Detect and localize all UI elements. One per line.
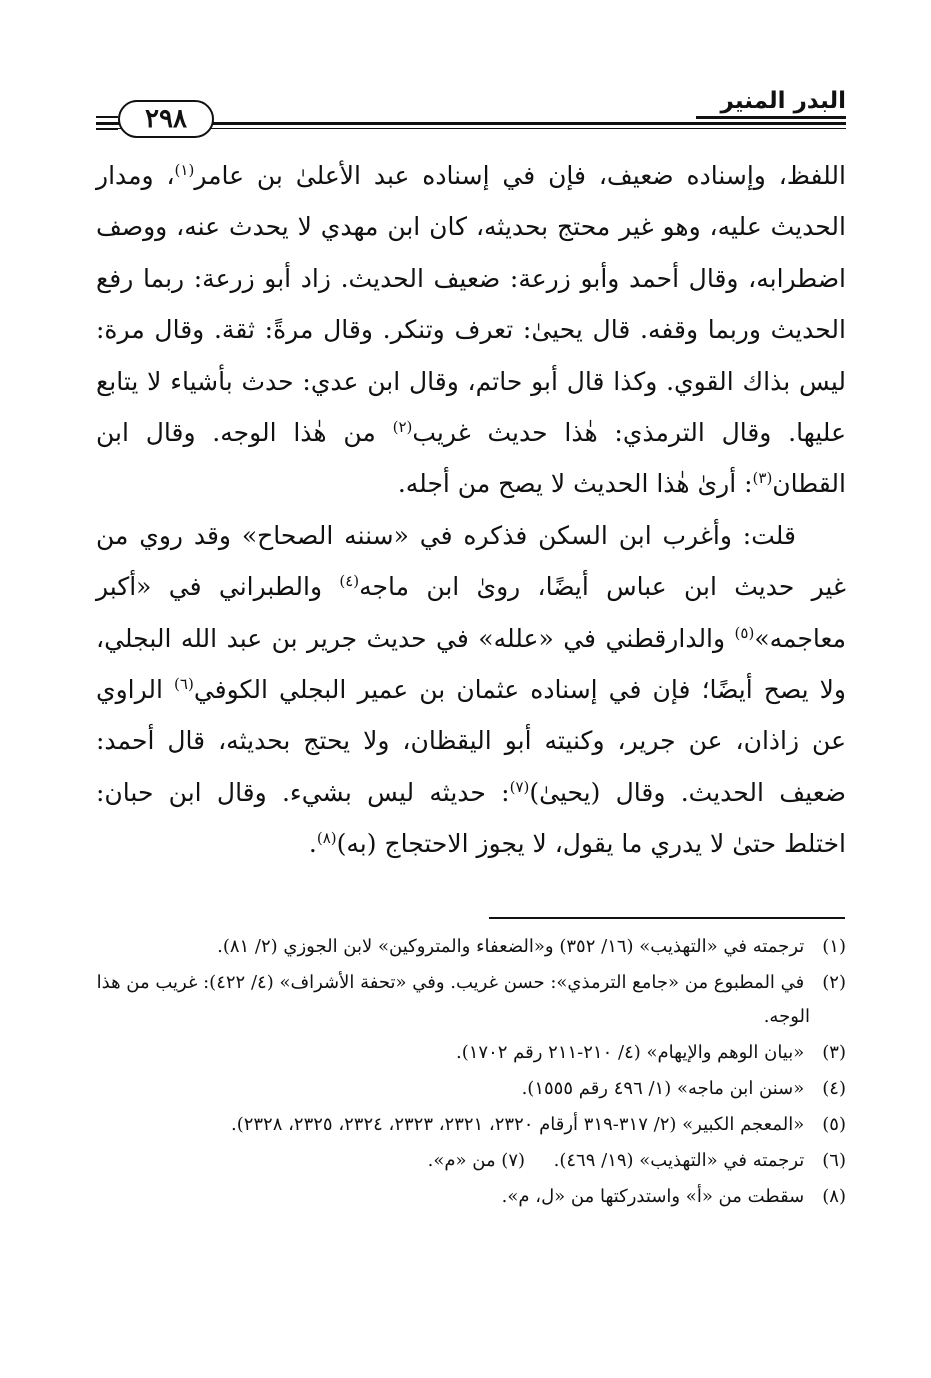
footnote-number: (٢) — [822, 972, 846, 993]
footnote-number: (٤) — [822, 1078, 846, 1099]
footnote-ref-1[interactable]: (١) — [174, 161, 195, 179]
text-run: . — [308, 829, 317, 859]
footnote-number: (٥) — [822, 1114, 846, 1135]
footnote-text: ترجمته في «التهذيب» (١٦/ ٣٥٢) و«الضعفاء والمتروكين» لابن الجوزي (٢/ ٨١). — [217, 936, 805, 957]
footnote-4 — [96, 1072, 846, 1106]
footnote-text: «المعجم الكبير» (٢/ ٣١٧-٣١٩ أرقام ٢٣٢٠، ٢٣٢١، ٢٣٢٣، ٢٣٢٤، ٢٣٢٥، ٢٣٢٨). — [230, 1114, 805, 1135]
footnote-ref-7[interactable]: (٧) — [509, 777, 530, 796]
footnote-text: سقطت من «أ» واستدركتها من «ل، م». — [501, 1186, 805, 1207]
text-run: اللفظ، وإسناده ضعيف، فإن في إسناده عبد الأعلىٰ بن عامر — [194, 161, 846, 190]
footnote-number: (٨) — [822, 1186, 846, 1207]
text-run: من هٰذا الوجه. وقال ابن القطان — [96, 418, 846, 499]
text-run: والدارقطني في «علله» في حديث جرير بن عبد الله البجلي، ولا يصح أيضًا؛ فإن في إسناده عثمان بن عمير البجلي الكوفي — [96, 623, 847, 705]
page-header — [96, 78, 846, 138]
footnote-number: (٣) — [822, 1042, 846, 1063]
footnote-number: (٦) — [822, 1150, 846, 1171]
footnote-text: «بيان الوهم والإيهام» (٤/ ٢١٠-٢١١ رقم ١٧٠٢). — [456, 1042, 805, 1063]
footnote-number: (١) — [822, 936, 846, 957]
footnote-ref-4[interactable]: (٤) — [339, 572, 360, 591]
paragraph-2 — [96, 510, 846, 870]
footnote-8 — [96, 1180, 846, 1214]
footnote-ref-6[interactable]: (٦) — [174, 675, 194, 694]
text-run: : حديثه ليس بشيء. وقال ابن حبان: اختلط حتىٰ لا يدري ما يقول، لا يجوز الاحتجاج (به) — [96, 777, 846, 859]
badge-connector-lines — [96, 116, 118, 130]
footnote-6 — [96, 1144, 846, 1178]
footnote-2 — [96, 966, 846, 1034]
text-run: قلت: وأغرب ابن السكن فذكره في «سننه الصحاح» وقد روي من غير حديث ابن عباس أيضًا، روىٰ ابن ماجه — [96, 520, 846, 602]
text-run: : أرىٰ هٰذا الحديث لا يصح من أجله. — [397, 469, 753, 499]
footnote-3 — [96, 1036, 846, 1070]
footnote-ref-5[interactable]: (٥) — [734, 623, 755, 642]
page-number-badge — [118, 100, 214, 138]
text-run: الراوي عن زاذان، عن جرير، وكنيته أبو اليقظان، ولا يحتج بحديثه، قال أحمد: ضعيف الحديث. وقال (يحيىٰ) — [96, 675, 846, 807]
footnote-ref-8[interactable]: (٨) — [316, 829, 337, 848]
title-underline — [696, 116, 846, 119]
footnote-5 — [96, 1108, 846, 1142]
main-text — [96, 150, 846, 870]
footnotes-list — [96, 930, 846, 1216]
paragraph-1 — [96, 150, 846, 510]
footnote-ref-2[interactable]: (٢) — [392, 418, 413, 437]
footnote-1 — [96, 930, 846, 964]
book-title: البدر المنير — [720, 88, 846, 114]
text-run: والطبراني في «أكبر معاجمه» — [96, 572, 846, 653]
footnote-text: «سنن ابن ماجه» (١/ ٤٩٦ رقم ١٥٥٥). — [521, 1078, 805, 1099]
footnote-separator — [489, 917, 845, 919]
footnote-text: ترجمته في «التهذيب» (١٩/ ٤٦٩). (٧) من «م». — [427, 1150, 805, 1171]
footnote-ref-3[interactable]: (٣) — [752, 469, 773, 488]
page-number: ٢٩٨ — [145, 104, 187, 134]
text-run: ، ومدار الحديث عليه، وهو غير محتج بحديثه، كان ابن مهدي لا يحدث عنه، ووصف اضطرابه، وقال أحمد وأبو زرعة: ضعيف الحديث. زاد أبو زرعة: ربما رفع الحديث وربما وقفه. قال يحيىٰ: تعرف وتنكر. وقال مرةً: ثقة. وقال مرة: ليس بذاك القوي. وكذا قال أبو حاتم، وقال ابن عدي: حدث بأشياء لا يتابع عليها. وقال الترمذي: هٰذا حديث غريب — [96, 161, 846, 448]
footnote-text: في المطبوع من «جامع الترمذي»: حسن غريب. وفي «تحفة الأشراف» (٤/ ٤٢٢): غريب من هذا الوجه. — [96, 972, 810, 1027]
